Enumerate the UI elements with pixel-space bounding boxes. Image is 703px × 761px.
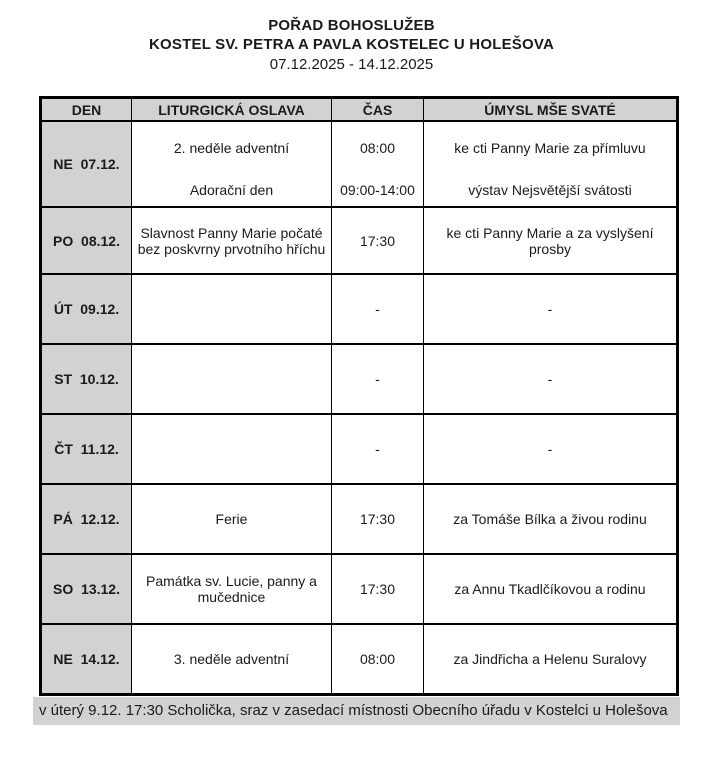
intention-cell: - [424, 414, 678, 484]
table-row-ne-1412 [41, 624, 678, 695]
intention-cell: ke cti Panny Marie a za vyslyšení prosby [424, 207, 678, 274]
time-cell: - [332, 414, 424, 484]
liturgy-cell: Ferie [132, 484, 332, 554]
intention-entry: ke cti Panny Marie za přímluvu [454, 140, 646, 157]
liturgy-cell: Památka sv. Lucie, panny a mučednice [132, 554, 332, 624]
liturgy-cell [132, 274, 332, 344]
intention-cell: za Tomáše Bílka a živou rodinu [424, 484, 678, 554]
table-row-ut-0912 [41, 274, 678, 344]
day-label: PO 08.12. [41, 207, 132, 274]
time-entry: 08:00 [359, 140, 396, 157]
time-entry: 09:00-14:00 [340, 182, 415, 199]
church-name: KOSTEL SV. PETRA A PAVLA KOSTELEC U HOLEŠOVA [149, 36, 554, 53]
intention-cell: - [424, 274, 678, 344]
column-header-oslava: LITURGICKÁ OSLAVA [132, 98, 332, 122]
liturgy-stack [132, 122, 331, 206]
liturgy-cell [132, 344, 332, 414]
time-stack [332, 122, 423, 206]
footer-note: v úterý 9.12. 17:30 Scholička, sraz v zasedací místnosti Obecního úřadu v Kostelci u Holešova [33, 697, 680, 725]
day-label: SO 13.12. [41, 554, 132, 624]
intention-cell: - [424, 344, 678, 414]
column-header-umysl: ÚMYSL MŠE SVATÉ [424, 98, 678, 122]
document-title: POŘAD BOHOSLUŽEB [268, 17, 435, 34]
day-label: ČT 11.12. [41, 414, 132, 484]
time-cell: 08:00 [332, 624, 424, 695]
time-cell: 17:30 [332, 554, 424, 624]
liturgy-cell: 3. neděle adventní [132, 624, 332, 695]
date-range: 07.12.2025 - 14.12.2025 [269, 56, 434, 73]
table-row-st-1012 [41, 344, 678, 414]
intention-stack [424, 122, 676, 206]
time-cell: - [332, 274, 424, 344]
day-label: ST 10.12. [41, 344, 132, 414]
liturgy-cell [132, 414, 332, 484]
table-row-ne-0712 [41, 121, 678, 207]
time-cell: - [332, 344, 424, 414]
liturgy-cell [132, 121, 332, 207]
intention-cell: za Annu Tkadlčíkovou a rodinu [424, 554, 678, 624]
table-row-po-0812 [41, 207, 678, 274]
day-label: ÚT 09.12. [41, 274, 132, 344]
schedule-table [39, 96, 679, 696]
time-cell: 17:30 [332, 207, 424, 274]
column-header-cas: ČAS [332, 98, 424, 122]
intention-entry: výstav Nejsvětější svátosti [468, 182, 632, 199]
title-block [0, 16, 703, 74]
intention-cell: za Jindřicha a Helenu Suralovy [424, 624, 678, 695]
liturgy-entry: 2. neděle adventní [173, 140, 290, 157]
day-label: PÁ 12.12. [41, 484, 132, 554]
intention-cell [424, 121, 678, 207]
liturgy-entry: Adorační den [189, 182, 274, 199]
table-header-row [41, 98, 678, 122]
column-header-den: DEN [41, 98, 132, 122]
time-cell [332, 121, 424, 207]
table-row-ct-1112 [41, 414, 678, 484]
liturgy-cell: Slavnost Panny Marie počaté bez poskvrny prvotního hříchu [132, 207, 332, 274]
table-row-pa-1212 [41, 484, 678, 554]
time-cell: 17:30 [332, 484, 424, 554]
day-label: NE 07.12. [41, 121, 132, 207]
day-label: NE 14.12. [41, 624, 132, 695]
table-row-so-1312 [41, 554, 678, 624]
